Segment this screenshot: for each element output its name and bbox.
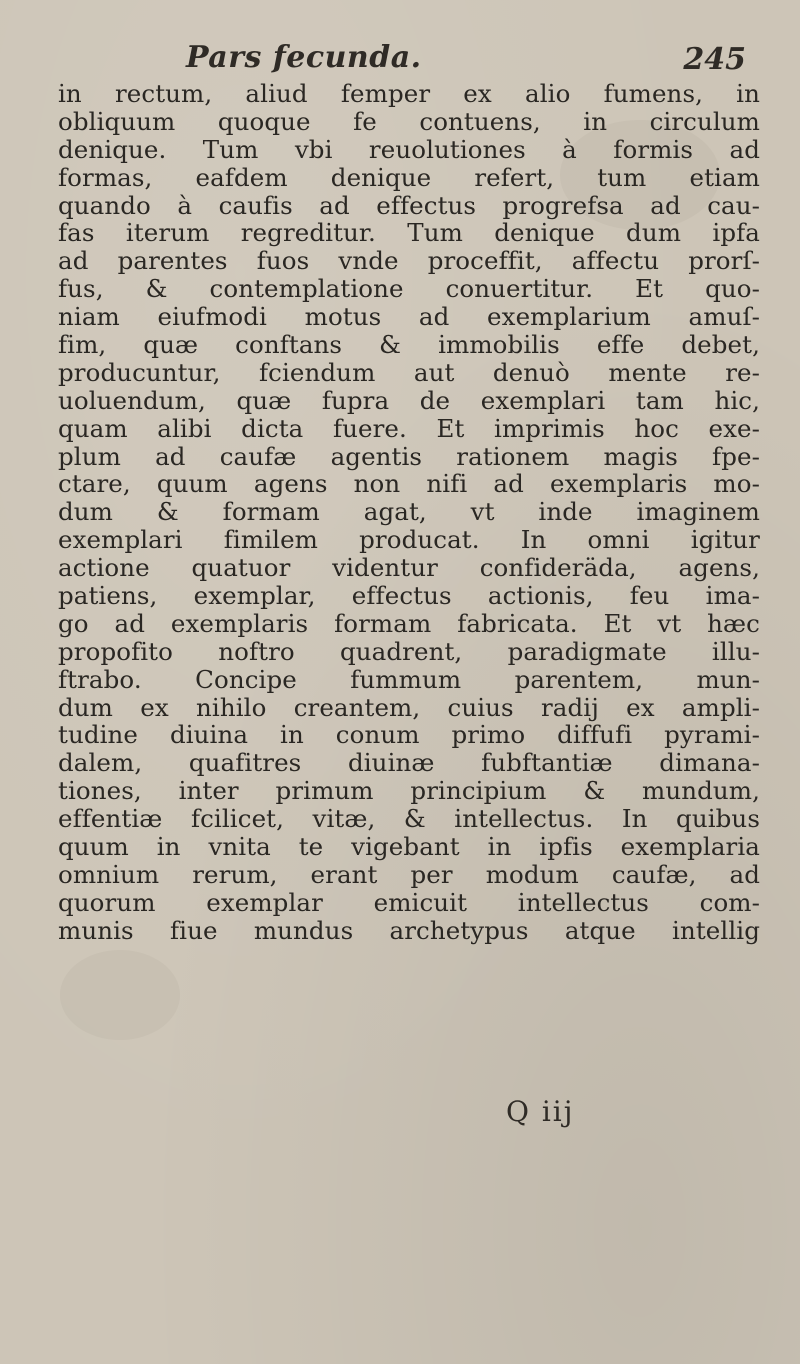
body-text	[58, 80, 760, 945]
signature-mark: Q iij	[506, 1095, 575, 1128]
text-line: actione quatuor videntur confideräda, agens,	[58, 553, 760, 583]
text-line: tudine diuina in conum primo diffufi pyrami-	[58, 720, 760, 750]
text-line: dum & formam agat, vt inde imaginem	[58, 497, 760, 527]
page-number: 245	[683, 42, 746, 77]
text-line: tiones, inter primum principium & mundum,	[58, 776, 760, 806]
text-line: in rectum, aliud femper ex alio fumens, in	[58, 79, 760, 108]
text-line: quando à caufis ad effectus progrefsa ad cau-	[58, 190, 760, 220]
text-line: quum in vnita te vigebant in ipfis exemplaria	[58, 832, 760, 862]
text-line: go ad exemplaris formam fabricata. Et vt hæc	[58, 608, 760, 638]
text-line: fim, quæ conftans & immobilis effe debet,	[58, 330, 760, 360]
text-line: patiens, exemplar, effectus actionis, feu ima-	[58, 581, 760, 611]
text-line: dum ex nihilo creantem, cuius radij ex ampli-	[58, 692, 760, 722]
text-line: uoluendum, quæ fupra de exemplari tam hic,	[58, 385, 760, 415]
text-line: obliquum quoque fe contuens, in circulum	[58, 106, 760, 136]
text-line: quam alibi dicta fuere. Et imprimis hoc exe-	[58, 413, 760, 443]
text-line: ctare, quum agens non nifi ad exemplaris mo-	[58, 469, 760, 499]
text-line: propofito noftro quadrent, paradigmate illu-	[58, 636, 760, 666]
text-line: niam eiufmodi motus ad exemplarium amuſ-	[58, 302, 760, 332]
text-line: quorum exemplar emicuit intellectus com-	[58, 887, 760, 917]
text-line: denique. Tum vbi reuolutiones à formis ad	[58, 134, 760, 164]
text-line: exemplari fimilem producat. In omni igitur	[58, 525, 760, 555]
text-line: ad parentes fuos vnde proceffit, affectu prorſ-	[58, 246, 760, 276]
text-line: effentiæ fcilicet, vitæ, & intellectus. In quibus	[58, 804, 760, 834]
paper-stain	[60, 950, 180, 1040]
text-line: dalem, quafitres diuinæ fubftantiæ dimana-	[58, 748, 760, 778]
text-line: omnium rerum, erant per modum caufæ, ad	[58, 859, 760, 889]
text-line: fas iterum regreditur. Tum denique dum ipfa	[58, 218, 760, 248]
text-line: producuntur, fciendum aut denuò mente re-	[58, 357, 760, 387]
running-head: Pars fecunda.	[186, 40, 422, 75]
text-line: fus, & contemplatione conuertitur. Et quo-	[58, 274, 760, 304]
text-line: formas, eafdem denique refert, tum etiam	[58, 162, 760, 192]
text-line: ftrabo. Concipe fummum parentem, mun-	[58, 664, 760, 694]
text-line: munis fiue mundus archetypus atque intellig	[58, 915, 760, 945]
text-line: plum ad caufæ agentis rationem magis fpe-	[58, 441, 760, 471]
